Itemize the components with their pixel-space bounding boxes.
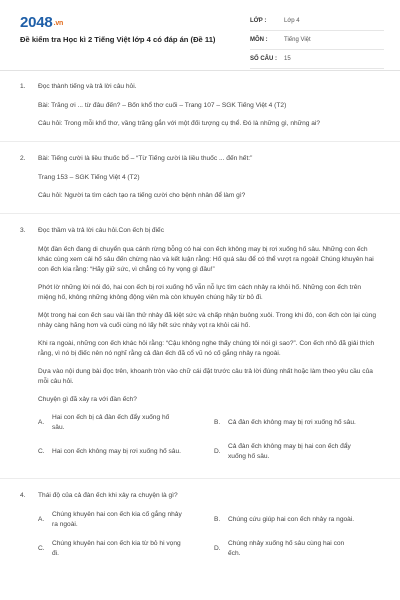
question-paragraph: Khi ra ngoài, những con ếch khác hỏi rằng: “Cậu không nghe thấy chúng tôi nói gì sao?”. Con ếch nhỏ đã giải thích rằng, vì nó bị điếc nên nó nghĩ rằng cả đàn ếch đã cổ vũ nó cố gắng nhảy ra ngoài.: [38, 340, 375, 357]
question: [0, 142, 400, 214]
question-stem: Bài: Tiếng cười là liều thuốc bổ – “Từ Tiếng cười là liều thuốc ... đến hết:”: [38, 155, 253, 162]
choice-d[interactable]: [214, 442, 380, 462]
info-label: LỚP :: [250, 18, 267, 24]
question-paragraph: Phớt lờ những lời nói đó, hai con ếch bị rơi xuống hố vẫn nỗ lực tìm cách nhảy ra khỏi hố. Những con ếch trên miệng hố, không những không động viên mà còn khuyên chúng hãy từ bỏ đi.: [38, 284, 362, 301]
document-title: Đề kiểm tra Học kì 2 Tiếng Việt lớp 4 có đáp án (Đề 11): [20, 35, 216, 44]
question-paragraph: Một đàn ếch đang di chuyển qua cánh rừng bỗng có hai con ếch không may bị rơi xuống hố sâu. Những con ếch khác cùng xem cái hố sâu đến chừng nào và kết luận rằng: Hố quá sâu để có thể vượt ra ngoài! Chúng khuyên hai con ếch kia rằng: “Hãy giữ sức, vì chẳng có hy vọng gì đâu!”: [38, 246, 374, 273]
choice-b[interactable]: [214, 413, 380, 433]
question-paragraph: Bài: Trăng ơi ... từ đâu đến? – Bốn khổ thơ cuối – Trang 107 – SGK Tiếng Việt 4 (T2): [38, 102, 287, 109]
question-number: 4.: [20, 492, 26, 499]
choice-text: Chúng nhảy xuống hố sâu cùng hai con ếch.: [228, 540, 345, 557]
choice-a[interactable]: [38, 413, 204, 433]
info-row-count: [250, 50, 384, 69]
question-number: 1.: [20, 83, 26, 90]
question-stem: Thái độ của cả đàn ếch khi xảy ra chuyện là gì?: [38, 492, 178, 499]
question-paragraph: Một trong hai con ếch sau vài lần thử nhảy đã kiệt sức và chấp nhận buông xuôi. Trong khi đó, con ếch còn lại cùng nhảy càng hăng hơn và cuối cùng nó lấy hết sức nhảy vọt ra khỏi cái hố.: [38, 312, 376, 329]
choice-text: Chúng khuyên hai con ếch kia từ bỏ hi vọng đi.: [52, 540, 181, 557]
choice-c[interactable]: [38, 539, 204, 559]
info-row-class: [250, 12, 384, 31]
answer-choices: [38, 413, 380, 462]
info-value: Lớp 4: [284, 18, 300, 24]
question-stem: Đọc thầm và trả lời câu hỏi.Con ếch bị điếc: [38, 227, 165, 234]
question: [0, 70, 400, 142]
choice-letter: C.: [38, 545, 45, 552]
choice-text: Cả đàn ếch không may bị hai con ếch đẩy xuống hố sâu.: [228, 443, 351, 460]
info-label: SỐ CÂU :: [250, 56, 277, 62]
choice-letter: C.: [38, 448, 45, 455]
choice-d[interactable]: [214, 539, 380, 559]
choice-text: Chúng khuyên hai con ếch kia cố gắng nhảy ra ngoài.: [52, 511, 182, 528]
choice-letter: A.: [38, 419, 45, 426]
question-number: 2.: [20, 155, 26, 162]
choice-letter: D.: [214, 545, 221, 552]
answer-choices: [38, 510, 380, 559]
logo-main: 2048: [20, 14, 53, 31]
choice-letter: A.: [38, 516, 45, 523]
choice-b[interactable]: [214, 510, 380, 530]
question-prompt: Chuyện gì đã xảy ra với đàn ếch?: [38, 396, 137, 403]
info-table: [250, 12, 384, 69]
question-paragraph: Câu hỏi: Người ta tìm cách tạo ra tiếng cười cho bệnh nhân để làm gì?: [38, 192, 246, 199]
question-paragraph: Dựa vào nội dung bài đọc trên, khoanh tròn vào chữ cái đặt trước câu trả lời đúng nhất hoặc làm theo yêu cầu của mỗi câu hỏi.: [38, 368, 373, 385]
site-logo[interactable]: [20, 14, 63, 31]
choice-c[interactable]: [38, 442, 204, 462]
logo-tld: .vn: [53, 20, 64, 27]
choice-text: Chúng cứu giúp hai con ếch nhảy ra ngoài.: [228, 516, 355, 523]
choice-letter: B.: [214, 419, 221, 426]
question: [0, 479, 400, 575]
info-value: Tiếng Việt: [284, 37, 311, 43]
question-list: [0, 70, 400, 575]
choice-text: Hai con ếch không may bị rơi xuống hố sâu.: [52, 448, 181, 455]
choice-text: Cả đàn ếch không may bị rơi xuống hố sâu.: [228, 419, 356, 426]
choice-letter: D.: [214, 448, 221, 455]
question-paragraph: Câu hỏi: Trong mỗi khổ thơ, vầng trăng gắn với một đối tượng cụ thể. Đó là những gì, những ai?: [38, 120, 321, 127]
header: [0, 0, 400, 71]
question-stem: Đọc thành tiếng và trả lời câu hỏi.: [38, 83, 137, 90]
choice-a[interactable]: [38, 510, 204, 530]
choice-letter: B.: [214, 516, 221, 523]
info-row-subject: [250, 31, 384, 50]
question-paragraph: Trang 153 – SGK Tiếng Việt 4 (T2): [38, 174, 140, 181]
question-number: 3.: [20, 227, 26, 234]
question: [0, 214, 400, 479]
info-label: MÔN :: [250, 37, 268, 43]
choice-text: Hai con ếch bị cả đàn ếch đẩy xuống hố sâu.: [52, 414, 170, 431]
info-value: 15: [284, 56, 291, 62]
